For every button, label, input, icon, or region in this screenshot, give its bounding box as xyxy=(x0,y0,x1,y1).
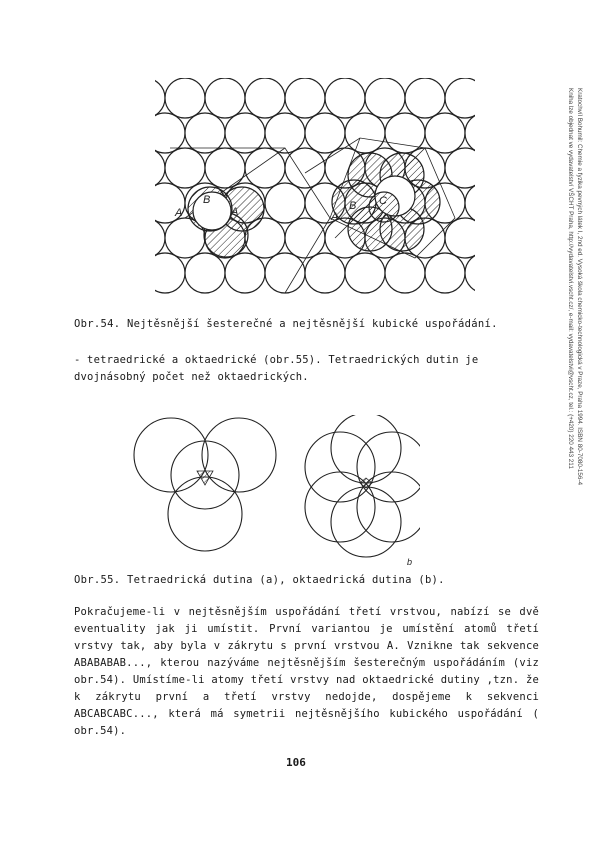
atom-circle xyxy=(155,113,185,153)
atom-circle xyxy=(445,148,475,188)
tetrahedral-cavity xyxy=(134,418,276,551)
atom-circle xyxy=(265,183,305,223)
atom-circle xyxy=(365,78,405,118)
atom-circle xyxy=(225,253,265,293)
label-b: b xyxy=(407,557,413,565)
atom-circle xyxy=(345,113,385,153)
label-b-right: B xyxy=(349,200,357,212)
atom-circle xyxy=(425,113,465,153)
figure-55-caption: Obr.55. Tetraedrická dutina (a), oktaedrická dutina (b). xyxy=(74,574,445,586)
atom-circle xyxy=(245,78,285,118)
figure-54-caption: Obr.54. Nejtěsnější šesterečné a nejtěsnější kubické uspořádání. xyxy=(74,318,498,330)
side-note-line: Kratochvíl Bohumil: Chemie a fyzika pevných látek I, 2nd ed. Vysoká škola chemicko-technologická v Praze, Praha 1994. ISBN 80-7080-156-4 xyxy=(576,88,583,486)
atom-circle xyxy=(225,113,265,153)
atom-circle xyxy=(345,253,385,293)
atom-circle xyxy=(405,78,445,118)
atom-circle xyxy=(165,148,205,188)
atom-circle xyxy=(265,253,305,293)
atom-circle xyxy=(165,78,205,118)
atom-circle xyxy=(465,253,475,293)
side-note xyxy=(566,88,584,485)
atom-circle xyxy=(285,148,325,188)
atom-circle xyxy=(185,113,225,153)
atom-circle xyxy=(155,218,165,258)
atom-circle xyxy=(185,253,225,293)
side-note-line: Kniha lze objednat ve vydavatelství VŠCHT Praha, http://vydavatelstvi.vscht.cz/, e-mail: vydavatelstvi@vscht.cz, tel.: (+420) 220 443 211 xyxy=(567,88,574,469)
atom-circle xyxy=(205,78,245,118)
atom-circle xyxy=(155,148,165,188)
intro-paragraph: - tetraedrické a oktaedrické (obr.55). Tetraedrických dutin je dvojnásobný počet než oktaedrických. xyxy=(74,354,479,383)
atom-circle xyxy=(155,78,165,118)
label-c: C xyxy=(379,195,387,207)
atom-circle xyxy=(205,148,245,188)
body-paragraph: Pokračujeme-li v nejtěsnějším uspořádání třetí vrstvou, nabízí se dvě eventuality jak ji umístit. První variantou je umístění atomů třetí vrstvy tak, aby byla v zákrytu s první vrstvou A. Vznikne tak sekvence ABABABAB..., kterou nazýváme nejtěsnějším šesterečným uspořádáním (viz obr.54). Umístíme-li atomy třetí vrstvy nad oktaedrické dutiny ,tzn. že k zákrytu první a třetí vrstvy nedojde, dospějeme k sekvenci ABCABCABC..., která má symetrii nejtěsnějšího kubického uspořádání ( obr.54). xyxy=(74,606,539,737)
page-number: 106 xyxy=(286,756,306,769)
close-packing-figure xyxy=(155,78,475,313)
atom-circle xyxy=(155,253,185,293)
atom-circle xyxy=(245,148,285,188)
atom-circle xyxy=(465,183,475,223)
label-a-right: A xyxy=(331,211,339,223)
label-b-left: B xyxy=(203,194,211,206)
label-a-left: A xyxy=(175,207,183,219)
octahedral-cavity xyxy=(305,415,420,557)
atom-circle xyxy=(305,113,345,153)
atom-circle xyxy=(445,78,475,118)
atom-circle xyxy=(285,78,325,118)
atom-circle xyxy=(425,253,465,293)
atom-circle xyxy=(385,253,425,293)
atom-circle xyxy=(465,113,475,153)
label-a-center: A xyxy=(231,206,239,218)
atom-circle xyxy=(265,113,305,153)
atom-circle xyxy=(285,218,325,258)
atom-circle xyxy=(325,78,365,118)
cavity-figure xyxy=(130,415,420,565)
atom-circle xyxy=(305,253,345,293)
